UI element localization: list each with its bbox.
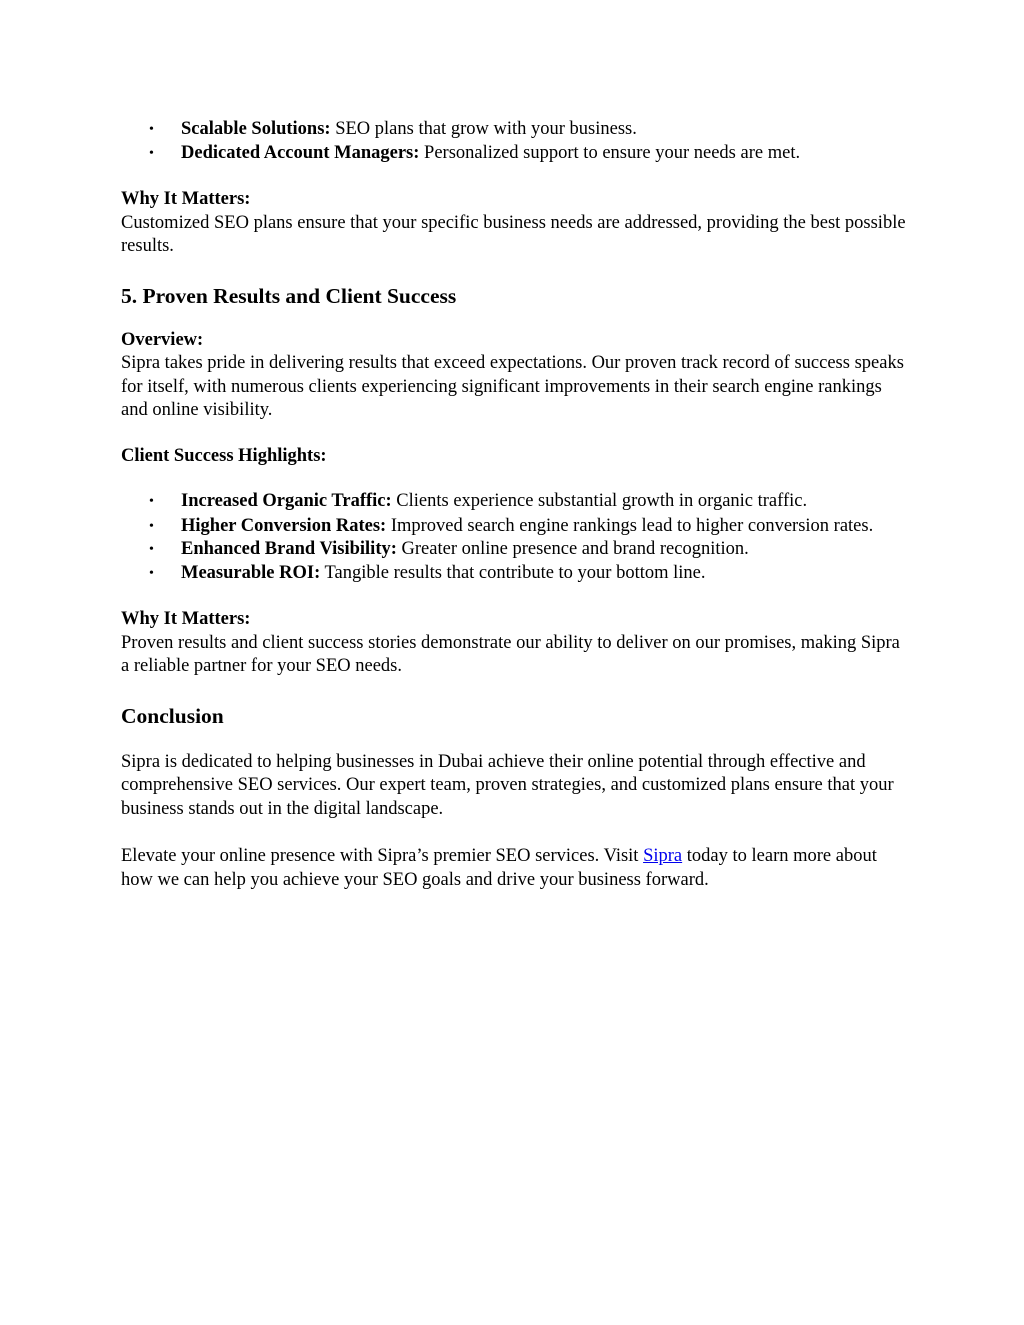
highlights-list xyxy=(121,490,911,585)
list-item xyxy=(121,515,911,539)
why-it-matters-text: Proven results and client success stories demonstrate our ability to deliver on our promises, making Sipra a reliable partner for your SEO needs. xyxy=(121,632,900,676)
bullet-icon: • xyxy=(149,122,154,137)
list-item-desc: Tangible results that contribute to your bottom line. xyxy=(320,562,706,583)
list-item-term: Enhanced Brand Visibility: xyxy=(181,539,397,559)
list-item-term: Higher Conversion Rates: xyxy=(181,515,387,536)
list-item-term: Scalable Solutions: xyxy=(181,119,331,139)
bullet-icon: • xyxy=(149,145,154,161)
sipra-link[interactable]: Sipra xyxy=(643,846,683,866)
overview-label: Overview: xyxy=(121,329,204,350)
list-item xyxy=(121,538,911,562)
document-page xyxy=(121,118,911,892)
list-item-term: Increased Organic Traffic: xyxy=(181,491,392,511)
cta-text-before: Elevate your online presence with Sipra’s premier SEO services. Visit xyxy=(121,846,644,866)
why-it-matters-block xyxy=(121,188,911,259)
list-item-term: Measurable ROI: xyxy=(181,562,321,583)
why-it-matters-label: Why It Matters: xyxy=(121,189,251,209)
bullet-icon: • xyxy=(149,518,154,534)
conclusion-cta-paragraph xyxy=(121,845,911,892)
why-it-matters-text: Customized SEO plans ensure that your specific business needs are addressed, providing the best possible results. xyxy=(121,212,906,256)
why-it-matters-label: Why It Matters: xyxy=(121,609,251,629)
top-bullet-list xyxy=(121,118,911,165)
conclusion-paragraph: Sipra is dedicated to helping businesses in Dubai achieve their online potential through effective and comprehensive SEO services. Our expert team, proven strategies, and customized plans ensure that your business stands out in the digital landscape. xyxy=(121,751,894,819)
bullet-icon: • xyxy=(149,565,154,581)
section-heading: 5. Proven Results and Client Success xyxy=(121,283,457,308)
bullet-icon: • xyxy=(149,542,154,557)
list-item-desc: Improved search engine rankings lead to higher conversion rates. xyxy=(386,515,874,536)
list-item-term: Dedicated Account Managers: xyxy=(181,142,420,163)
why-it-matters-block xyxy=(121,608,911,679)
cta-text-after: today to learn more about how we can help you achieve your SEO goals and drive your business forward. xyxy=(121,846,877,890)
highlights-label: Client Success Highlights: xyxy=(121,445,327,466)
list-item xyxy=(121,562,911,586)
bullet-icon: • xyxy=(149,494,154,509)
list-item-desc: Greater online presence and brand recognition. xyxy=(396,539,749,559)
conclusion-heading: Conclusion xyxy=(121,703,224,728)
list-item-desc: Clients experience substantial growth in organic traffic. xyxy=(391,491,808,511)
overview-block xyxy=(121,329,911,423)
overview-text: Sipra takes pride in delivering results that exceed expectations. Our proven track record of success speaks for itself, with numerous clients experiencing significant improvements in their search engine rankings and online visibility. xyxy=(121,353,904,420)
list-item xyxy=(121,118,911,142)
list-item-desc: SEO plans that grow with your business. xyxy=(330,119,637,139)
list-item-desc: Personalized support to ensure your needs are met. xyxy=(419,142,801,163)
list-item xyxy=(121,142,911,166)
list-item xyxy=(121,490,911,514)
